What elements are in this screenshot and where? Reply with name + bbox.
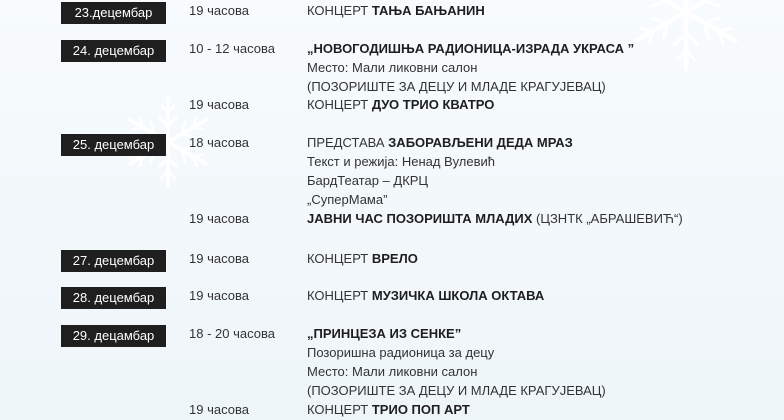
event-name: ЗАБОРАВЉЕНИ ДЕДА МРАЗ — [388, 135, 573, 150]
event-text: Место: Мали ликовни салон — [307, 60, 478, 75]
event-detail — [307, 192, 387, 208]
event-detail — [307, 383, 606, 399]
event-detail — [307, 364, 477, 380]
event-name: МУЗИЧКА ШКОЛА ОКТАВА — [371, 288, 545, 303]
snowflake-icon — [631, 0, 741, 69]
event-time: 19 часова — [189, 211, 249, 226]
date-badge: 27. децембар — [61, 250, 166, 272]
event-text: „СуперМама” — [307, 192, 388, 207]
event-time: 18 часова — [189, 135, 249, 150]
date-badge: 24. децембар — [61, 40, 166, 62]
event-detail — [307, 173, 428, 189]
event-text: КОНЦЕРТ — [307, 97, 372, 112]
event-time: 19 часова — [189, 3, 249, 18]
event-title — [307, 97, 494, 113]
event-text: ПРЕДСТАВА — [307, 135, 389, 150]
event-organizer: (ЦЗНТК „АБРАШЕВИЋ“) — [532, 211, 683, 226]
event-text: (ПОЗОРИШТЕ ЗА ДЕЦУ И МЛАДЕ КРАГУЈЕВАЦ) — [307, 79, 606, 94]
event-detail — [307, 345, 494, 361]
event-detail — [307, 79, 606, 95]
date-badge: 28. децембар — [61, 287, 166, 309]
event-title — [307, 251, 418, 267]
event-title — [307, 41, 634, 57]
event-name: „ПРИНЦЕЗА ИЗ СЕНКЕ” — [307, 326, 462, 341]
event-text: КОНЦЕРТ — [307, 3, 372, 18]
event-text: Текст и режија: Ненад Вулевић — [307, 154, 496, 169]
event-text: Позоришна радионица за децу — [307, 345, 495, 360]
event-title — [307, 402, 470, 418]
event-name: „НОВОГОДИШЊА РАДИОНИЦА-ИЗРАДА УКРАСА ” — [307, 41, 635, 56]
event-time: 19 часова — [189, 402, 249, 417]
event-title — [307, 135, 573, 151]
event-title — [307, 3, 485, 19]
event-text: КОНЦЕРТ — [307, 251, 372, 266]
event-text: КОНЦЕРТ — [307, 402, 372, 417]
event-name: ТРИО ПОП АРТ — [371, 402, 470, 417]
event-detail — [307, 154, 495, 170]
event-title — [307, 211, 683, 227]
event-name: ДУО ТРИО КВАТРО — [371, 97, 495, 112]
event-title — [307, 326, 461, 342]
event-text: БардТеатар – ДКРЦ — [307, 173, 429, 188]
event-name: ВРЕЛО — [371, 251, 418, 266]
event-name: ТАЊА БАЊАНИН — [371, 3, 485, 18]
event-time: 19 часова — [189, 97, 249, 112]
event-detail — [307, 60, 477, 76]
event-text: Место: Мали ликовни салон — [307, 364, 478, 379]
event-time: 18 - 20 часова — [189, 326, 275, 341]
event-time: 19 часова — [189, 251, 249, 266]
event-text: КОНЦЕРТ — [307, 288, 372, 303]
date-badge: 25. децембар — [61, 134, 166, 156]
event-time: 19 часова — [189, 288, 249, 303]
event-time: 10 - 12 часова — [189, 41, 275, 56]
event-name: ЈАВНИ ЧАС ПОЗОРИШТА МЛАДИХ — [307, 211, 533, 226]
date-badge: 23.децембар — [61, 2, 166, 24]
date-badge: 29. децамбар — [61, 325, 166, 347]
event-title — [307, 288, 544, 304]
event-text: (ПОЗОРИШТЕ ЗА ДЕЦУ И МЛАДЕ КРАГУЈЕВАЦ) — [307, 383, 606, 398]
